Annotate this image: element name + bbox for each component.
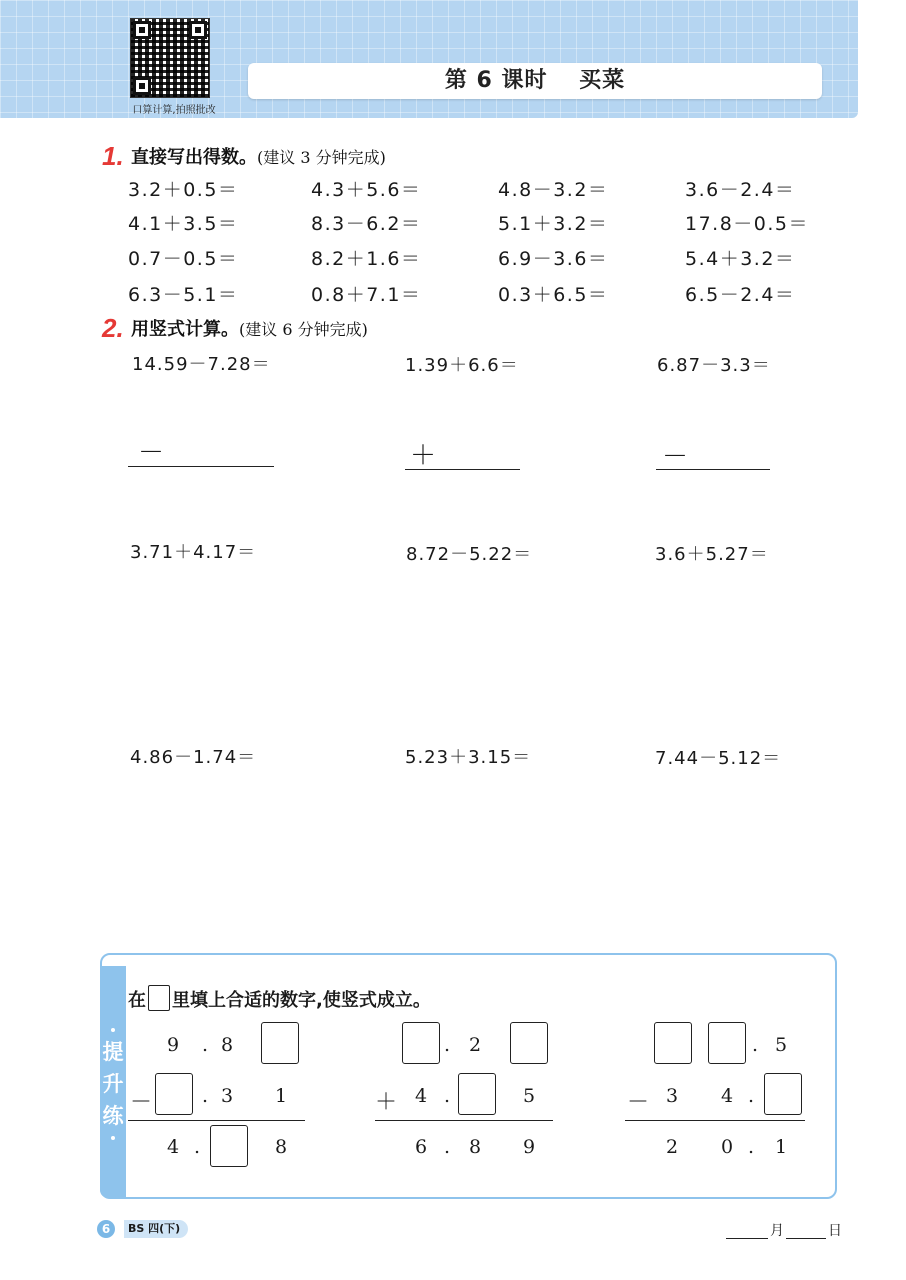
answer-line (656, 469, 770, 470)
section1-title-text: 直接写出得数。 (131, 147, 257, 168)
sum-line (128, 1120, 305, 1121)
puzzle-digit: 2 (665, 1136, 679, 1158)
puzzle-operator: － (130, 1090, 153, 1115)
instruction-text: 里填上合适的数字,使竖式成立。 (172, 990, 431, 1011)
puzzle-digit: 3 (220, 1085, 234, 1107)
mental-math-item: 4.1＋3.5＝ (128, 213, 239, 235)
sum-line (625, 1120, 805, 1121)
vertical-problem: 6.87－3.3＝ (657, 355, 771, 376)
puzzle-blank-box[interactable] (654, 1022, 692, 1064)
day-blank (786, 1238, 826, 1239)
puzzle-digit: 8 (274, 1136, 288, 1158)
section2-title-text: 用竖式计算。 (131, 319, 239, 340)
puzzle-digit: . (443, 1136, 451, 1158)
puzzle-digit: . (747, 1085, 755, 1107)
mental-math-item: 6.3－5.1＝ (128, 284, 239, 306)
section1-title (131, 143, 386, 169)
puzzle-digit: 1 (774, 1136, 788, 1158)
puzzle-digit: 0 (720, 1136, 734, 1158)
puzzle-digit: . (747, 1136, 755, 1158)
puzzle-blank-box[interactable] (210, 1125, 248, 1167)
instruction-text: 在 (128, 990, 146, 1011)
vertical-problem: 3.71＋4.17＝ (130, 542, 257, 563)
section2-number: 2. (102, 313, 124, 343)
mental-math-item: 4.8－3.2＝ (498, 179, 609, 201)
lesson-title: 第 6 课时 买菜 (444, 68, 626, 93)
puzzle-digit: 3 (665, 1085, 679, 1107)
vertical-problem: 1.39＋6.6＝ (405, 355, 519, 376)
puzzle-digit: . (193, 1136, 201, 1158)
puzzle-digit: . (443, 1085, 451, 1107)
vertical-problem: 14.59－7.28＝ (132, 354, 271, 375)
sum-line (375, 1120, 553, 1121)
mental-math-item: 3.2＋0.5＝ (128, 179, 239, 201)
bonus-tab-char: 提 (102, 1040, 124, 1064)
puzzle-digit: 9 (166, 1034, 180, 1056)
day-label: 日 (828, 1223, 842, 1239)
puzzle-digit: 6 (414, 1136, 428, 1158)
puzzle-digit: 4 (720, 1085, 734, 1107)
puzzle-digit: . (201, 1034, 209, 1056)
mental-math-item: 0.8＋7.1＝ (311, 284, 422, 306)
mental-math-item: 0.7－0.5＝ (128, 248, 239, 270)
mental-math-item: 6.5－2.4＝ (685, 284, 796, 306)
tab-dot (111, 1028, 115, 1032)
worked-minus-sign: － (662, 442, 689, 472)
vertical-problem: 8.72－5.22＝ (406, 544, 533, 565)
mental-math-item: 8.2＋1.6＝ (311, 248, 422, 270)
puzzle-digit: 9 (522, 1136, 536, 1158)
puzzle-operator: － (627, 1090, 650, 1115)
mental-math-item: 5.1＋3.2＝ (498, 213, 609, 235)
puzzle-digit: . (201, 1085, 209, 1107)
puzzle-blank-box[interactable] (402, 1022, 440, 1064)
vertical-problem: 5.23＋3.15＝ (405, 747, 532, 768)
section2-heading (102, 313, 124, 344)
puzzle-digit: 8 (468, 1136, 482, 1158)
section1-number: 1. (102, 141, 124, 171)
bonus-tab-char: 升 (102, 1072, 124, 1096)
puzzle-digit: 8 (220, 1034, 234, 1056)
puzzle-blank-box[interactable] (155, 1073, 193, 1115)
tab-dot (111, 1136, 115, 1140)
worked-plus-sign: ＋ (410, 441, 437, 471)
puzzle-blank-box[interactable] (708, 1022, 746, 1064)
puzzle-digit: 5 (522, 1085, 536, 1107)
vertical-problem: 4.86－1.74＝ (130, 747, 257, 768)
section1-hint: (建议 3 分钟完成) (257, 148, 386, 167)
mental-math-item: 8.3－6.2＝ (311, 213, 422, 235)
mental-math-item: 17.8－0.5＝ (685, 213, 810, 235)
mental-math-item: 5.4＋3.2＝ (685, 248, 796, 270)
month-blank (726, 1238, 768, 1239)
puzzle-blank-box[interactable] (510, 1022, 548, 1064)
bonus-instruction (128, 985, 431, 1012)
answer-line (405, 469, 520, 470)
page-number: 6 (97, 1220, 115, 1238)
worked-minus-sign: － (138, 438, 165, 468)
section1-heading (102, 141, 124, 172)
vertical-problem: 3.6＋5.27＝ (655, 544, 769, 565)
mental-math-item: 0.3＋6.5＝ (498, 284, 609, 306)
inline-blank-box (148, 985, 170, 1011)
answer-line (128, 466, 274, 467)
puzzle-digit: . (751, 1034, 759, 1056)
puzzle-digit: 4 (166, 1136, 180, 1158)
puzzle-blank-box[interactable] (261, 1022, 299, 1064)
vertical-problem: 7.44－5.12＝ (655, 748, 782, 769)
puzzle-operator: ＋ (375, 1090, 398, 1115)
month-label: 月 (770, 1223, 784, 1239)
puzzle-digit: 4 (414, 1085, 428, 1107)
puzzle-blank-box[interactable] (764, 1073, 802, 1115)
mental-math-item: 3.6－2.4＝ (685, 179, 796, 201)
section2-hint: (建议 6 分钟完成) (239, 320, 368, 339)
qr-caption: 口算计算,拍照批改 (132, 105, 216, 116)
section2-title (131, 315, 368, 341)
puzzle-digit: 1 (274, 1085, 288, 1107)
mental-math-item: 4.3＋5.6＝ (311, 179, 422, 201)
edition-tag: BS 四(下) (124, 1220, 188, 1238)
puzzle-digit: . (443, 1034, 451, 1056)
puzzle-digit: 2 (468, 1034, 482, 1056)
mental-math-item: 6.9－3.6＝ (498, 248, 609, 270)
qr-code-icon[interactable] (130, 18, 210, 98)
puzzle-digit: 5 (774, 1034, 788, 1056)
puzzle-blank-box[interactable] (458, 1073, 496, 1115)
bonus-tab-char: 练 (102, 1104, 124, 1128)
